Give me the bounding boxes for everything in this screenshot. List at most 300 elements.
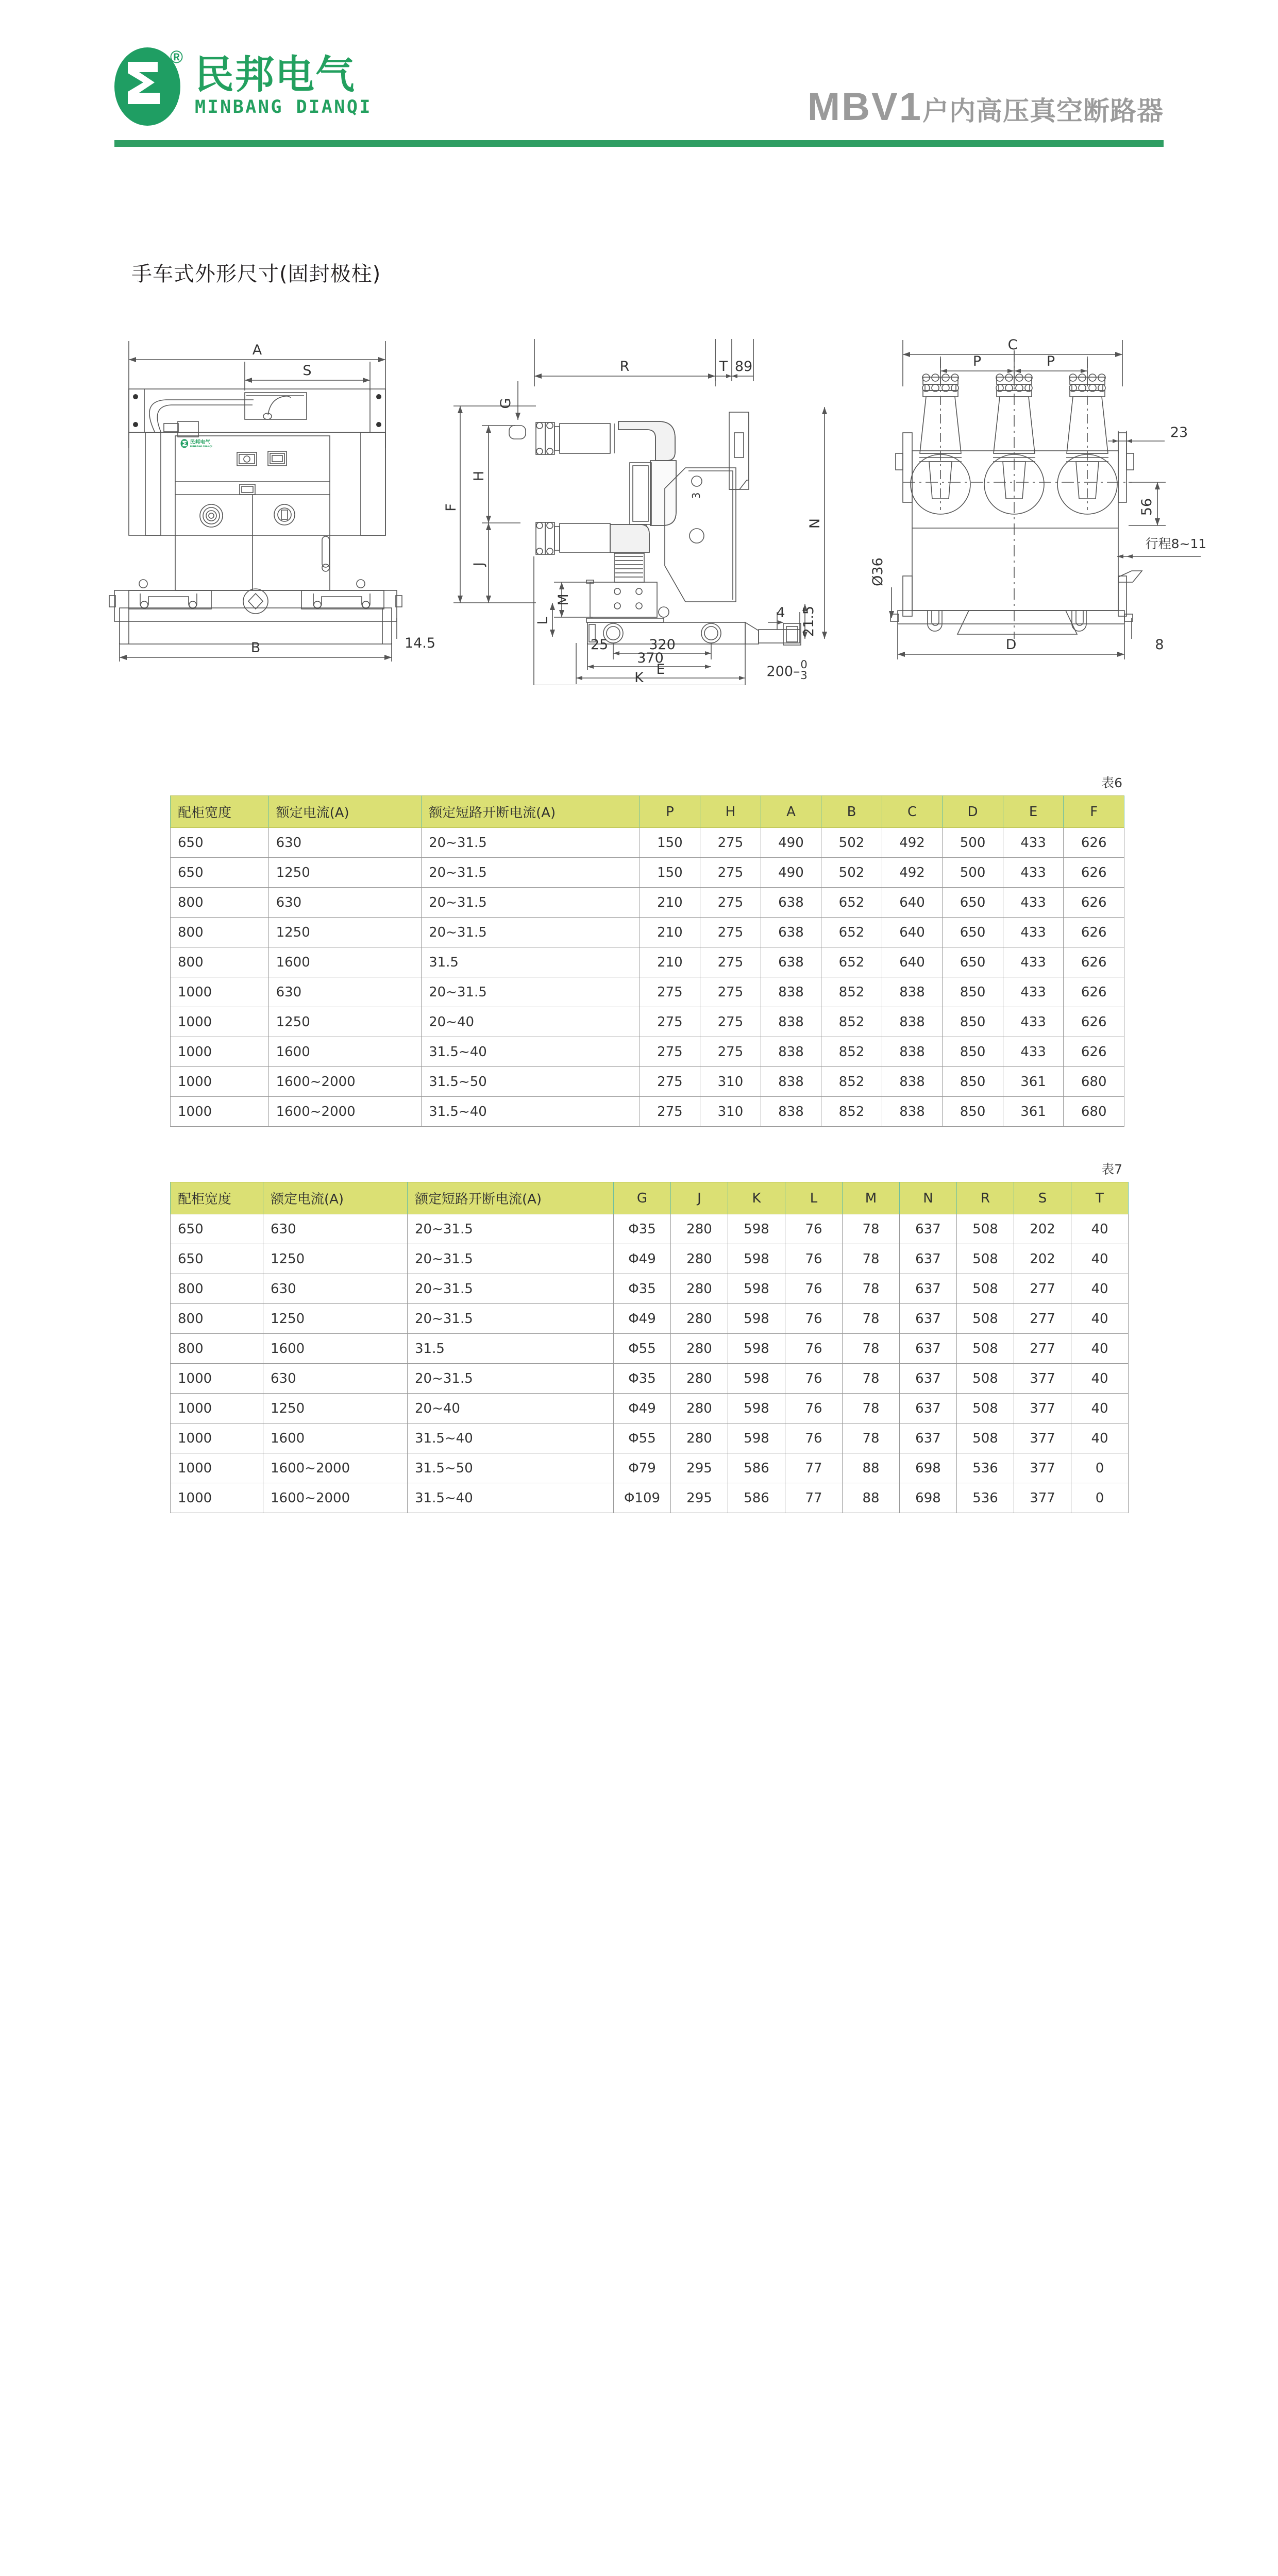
cell-r7-c2: 1250: [268, 1007, 421, 1037]
cell-r3-c8: 640: [882, 888, 943, 918]
cell-r8-c6: 598: [728, 1423, 785, 1453]
cell-r8-c7: 852: [821, 1037, 882, 1067]
cell-r3-c4: 210: [640, 888, 700, 918]
cell-r1-c12: 40: [1071, 1214, 1129, 1244]
svg-text:3: 3: [690, 492, 702, 499]
cell-r9-c9: 850: [943, 1067, 1003, 1097]
cell-r2-c1: 650: [171, 858, 269, 888]
column-header-9: D: [943, 796, 1003, 828]
product-description: 户内高压真空断路器: [922, 96, 1164, 127]
cell-r4-c10: 433: [1003, 918, 1064, 947]
cell-r4-c3: 20~31.5: [408, 1304, 614, 1334]
cell-r2-c8: 78: [843, 1244, 900, 1274]
svg-text:25: 25: [590, 637, 609, 653]
cell-r2-c9: 500: [943, 858, 1003, 888]
cell-r8-c9: 637: [900, 1423, 957, 1453]
cell-r4-c2: 1250: [268, 918, 421, 947]
cell-r1-c8: 492: [882, 828, 943, 858]
svg-text:Ø36: Ø36: [870, 557, 886, 586]
svg-text:200–: 200–: [766, 664, 800, 680]
cell-r2-c10: 433: [1003, 858, 1064, 888]
cell-r10-c3: 31.5~40: [422, 1097, 640, 1127]
table-row: [171, 947, 1124, 977]
cell-r7-c3: 20~40: [422, 1007, 640, 1037]
cell-r9-c4: Φ79: [614, 1453, 671, 1483]
cell-r7-c2: 1250: [263, 1394, 408, 1423]
cell-r8-c4: 275: [640, 1037, 700, 1067]
cell-r5-c7: 652: [821, 947, 882, 977]
cell-r2-c7: 502: [821, 858, 882, 888]
logo-english-name: MINBANG DIANQI: [195, 97, 373, 118]
cell-r7-c7: 76: [785, 1394, 843, 1423]
svg-text:民邦电气: 民邦电气: [190, 439, 211, 445]
cell-r8-c5: 280: [671, 1423, 728, 1453]
cell-r4-c8: 640: [882, 918, 943, 947]
dimensions-table-2: [170, 1182, 1129, 1513]
cell-r5-c10: 508: [957, 1334, 1014, 1364]
cell-r7-c11: 377: [1014, 1394, 1071, 1423]
table-row: [171, 1244, 1129, 1274]
svg-text:B: B: [250, 640, 261, 656]
svg-text:N: N: [807, 518, 823, 529]
cell-r9-c5: 295: [671, 1453, 728, 1483]
cell-r3-c8: 78: [843, 1274, 900, 1304]
cell-r5-c10: 433: [1003, 947, 1064, 977]
cell-r8-c1: 1000: [171, 1423, 263, 1453]
cell-r6-c6: 598: [728, 1364, 785, 1394]
cell-r3-c5: 280: [671, 1274, 728, 1304]
cell-r3-c3: 20~31.5: [408, 1274, 614, 1304]
cell-r4-c10: 508: [957, 1304, 1014, 1334]
column-header-4: G: [614, 1182, 671, 1214]
table-row: [171, 828, 1124, 858]
cell-r5-c5: 275: [700, 947, 761, 977]
cell-r10-c5: 310: [700, 1097, 761, 1127]
column-header-11: S: [1014, 1182, 1071, 1214]
cell-r5-c2: 1600: [263, 1334, 408, 1364]
cell-r3-c9: 637: [900, 1274, 957, 1304]
cell-r5-c1: 800: [171, 1334, 263, 1364]
cell-r9-c10: 361: [1003, 1067, 1064, 1097]
cell-r4-c9: 650: [943, 918, 1003, 947]
cell-r5-c4: Φ55: [614, 1334, 671, 1364]
svg-text:0: 0: [800, 658, 808, 671]
table-row: [171, 1097, 1124, 1127]
cell-r2-c2: 1250: [263, 1244, 408, 1274]
cell-r8-c10: 508: [957, 1423, 1014, 1453]
cell-r1-c1: 650: [171, 828, 269, 858]
cell-r5-c9: 650: [943, 947, 1003, 977]
cell-r9-c8: 88: [843, 1453, 900, 1483]
svg-text:R: R: [619, 359, 630, 375]
product-title: [808, 84, 1164, 129]
cell-r8-c1: 1000: [171, 1037, 269, 1067]
cell-r9-c1: 1000: [171, 1453, 263, 1483]
cell-r9-c10: 536: [957, 1453, 1014, 1483]
table-row: [171, 1304, 1129, 1334]
cell-r1-c5: 275: [700, 828, 761, 858]
cell-r6-c6: 838: [761, 977, 821, 1007]
logo-mark-icon: [114, 47, 183, 126]
cell-r4-c11: 277: [1014, 1304, 1071, 1334]
cell-r9-c12: 0: [1071, 1453, 1129, 1483]
cell-r2-c11: 626: [1064, 858, 1124, 888]
svg-text:P: P: [1046, 353, 1055, 369]
table-row: [171, 977, 1124, 1007]
table-row: [171, 918, 1124, 947]
cell-r1-c7: 76: [785, 1214, 843, 1244]
cell-r2-c8: 492: [882, 858, 943, 888]
page-footer: [0, 1693, 1278, 1807]
cell-r10-c2: 1600~2000: [268, 1097, 421, 1127]
column-header-9: N: [900, 1182, 957, 1214]
cell-r2-c10: 508: [957, 1244, 1014, 1274]
page-header: [0, 0, 1278, 155]
cell-r2-c6: 490: [761, 858, 821, 888]
cell-r10-c11: 377: [1014, 1483, 1071, 1513]
cell-r6-c9: 637: [900, 1364, 957, 1394]
cell-r10-c11: 680: [1064, 1097, 1124, 1127]
cell-r7-c9: 637: [900, 1394, 957, 1423]
cell-r7-c10: 508: [957, 1394, 1014, 1423]
cell-r8-c12: 40: [1071, 1423, 1129, 1453]
cell-r2-c3: 20~31.5: [422, 858, 640, 888]
cell-r4-c11: 626: [1064, 918, 1124, 947]
cell-r10-c6: 586: [728, 1483, 785, 1513]
cell-r3-c5: 275: [700, 888, 761, 918]
cell-r3-c10: 508: [957, 1274, 1014, 1304]
svg-text:H: H: [471, 470, 487, 482]
cell-r1-c8: 78: [843, 1214, 900, 1244]
cell-r6-c8: 78: [843, 1364, 900, 1394]
cell-r3-c2: 630: [263, 1274, 408, 1304]
cell-r4-c12: 40: [1071, 1304, 1129, 1334]
svg-text:M: M: [556, 594, 571, 606]
logo-wordmark: [195, 51, 373, 118]
svg-text:K: K: [634, 670, 644, 685]
column-header-11: F: [1064, 796, 1124, 828]
cell-r6-c7: 852: [821, 977, 882, 1007]
cell-r7-c3: 20~40: [408, 1394, 614, 1423]
cell-r5-c11: 626: [1064, 947, 1124, 977]
cell-r3-c6: 638: [761, 888, 821, 918]
cell-r5-c2: 1600: [268, 947, 421, 977]
column-header-2: 额定电流(A): [263, 1182, 408, 1214]
cell-r9-c7: 77: [785, 1453, 843, 1483]
cell-r3-c7: 652: [821, 888, 882, 918]
table1-body: [171, 828, 1124, 1127]
column-header-1: 配柜宽度: [171, 796, 269, 828]
cell-r6-c10: 508: [957, 1364, 1014, 1394]
column-header-5: H: [700, 796, 761, 828]
cell-r1-c11: 626: [1064, 828, 1124, 858]
cell-r4-c2: 1250: [263, 1304, 408, 1334]
cell-r1-c9: 500: [943, 828, 1003, 858]
cell-r4-c6: 598: [728, 1304, 785, 1334]
front-view: [109, 341, 435, 662]
cell-r5-c8: 78: [843, 1334, 900, 1364]
cell-r8-c11: 377: [1014, 1423, 1071, 1453]
table1-section: [170, 773, 1124, 1127]
column-header-3: 额定短路开断电流(A): [422, 796, 640, 828]
cell-r1-c6: 598: [728, 1214, 785, 1244]
cell-r4-c8: 78: [843, 1304, 900, 1334]
cell-r9-c5: 310: [700, 1067, 761, 1097]
table-row: [171, 1394, 1129, 1423]
cell-r2-c5: 280: [671, 1244, 728, 1274]
column-header-8: M: [843, 1182, 900, 1214]
table1-header-row: [171, 796, 1124, 828]
cell-r1-c2: 630: [268, 828, 421, 858]
svg-text:C: C: [1007, 337, 1018, 353]
cell-r8-c10: 433: [1003, 1037, 1064, 1067]
cell-r10-c5: 295: [671, 1483, 728, 1513]
cell-r10-c6: 838: [761, 1097, 821, 1127]
column-header-7: B: [821, 796, 882, 828]
cell-r8-c9: 850: [943, 1037, 1003, 1067]
cell-r8-c11: 626: [1064, 1037, 1124, 1067]
cell-r5-c1: 800: [171, 947, 269, 977]
cell-r3-c11: 626: [1064, 888, 1124, 918]
cell-r6-c4: 275: [640, 977, 700, 1007]
cell-r7-c6: 838: [761, 1007, 821, 1037]
svg-text:320: 320: [649, 637, 676, 653]
table2-header-row: [171, 1182, 1129, 1214]
cell-r8-c8: 838: [882, 1037, 943, 1067]
cell-r6-c1: 1000: [171, 1364, 263, 1394]
cell-r1-c3: 20~31.5: [422, 828, 640, 858]
svg-text:J: J: [471, 562, 487, 566]
column-header-7: L: [785, 1182, 843, 1214]
cell-r8-c3: 31.5~40: [422, 1037, 640, 1067]
cell-r10-c12: 0: [1071, 1483, 1129, 1513]
cell-r7-c7: 852: [821, 1007, 882, 1037]
cell-r6-c7: 76: [785, 1364, 843, 1394]
technical-drawings: [0, 330, 1278, 685]
cell-r3-c9: 650: [943, 888, 1003, 918]
cell-r9-c6: 838: [761, 1067, 821, 1097]
registered-trademark-icon: ®: [170, 47, 183, 67]
svg-text:21.5: 21.5: [801, 605, 817, 637]
cell-r8-c8: 78: [843, 1423, 900, 1453]
cell-r7-c8: 838: [882, 1007, 943, 1037]
cell-r5-c11: 277: [1014, 1334, 1071, 1364]
cell-r10-c4: 275: [640, 1097, 700, 1127]
logo-chinese-name: 民邦电气: [195, 51, 356, 97]
cell-r8-c5: 275: [700, 1037, 761, 1067]
column-header-6: K: [728, 1182, 785, 1214]
cell-r6-c11: 377: [1014, 1364, 1071, 1394]
cell-r3-c11: 277: [1014, 1274, 1071, 1304]
cell-r8-c2: 1600: [263, 1423, 408, 1453]
cell-r10-c2: 1600~2000: [263, 1483, 408, 1513]
cell-r1-c7: 502: [821, 828, 882, 858]
cell-r7-c8: 78: [843, 1394, 900, 1423]
cell-r3-c6: 598: [728, 1274, 785, 1304]
column-header-6: A: [761, 796, 821, 828]
cell-r2-c6: 598: [728, 1244, 785, 1274]
table-row: [171, 1423, 1129, 1453]
table2-body: [171, 1214, 1129, 1513]
cell-r3-c10: 433: [1003, 888, 1064, 918]
cell-r4-c5: 275: [700, 918, 761, 947]
cell-r6-c1: 1000: [171, 977, 269, 1007]
table1-caption: 表6: [1101, 775, 1122, 790]
cell-r3-c1: 800: [171, 1274, 263, 1304]
cell-r2-c5: 275: [700, 858, 761, 888]
cell-r6-c2: 630: [268, 977, 421, 1007]
cell-r7-c5: 275: [700, 1007, 761, 1037]
cell-r9-c1: 1000: [171, 1067, 269, 1097]
cell-r5-c12: 40: [1071, 1334, 1129, 1364]
column-header-12: T: [1071, 1182, 1129, 1214]
cell-r4-c1: 800: [171, 918, 269, 947]
cell-r10-c9: 850: [943, 1097, 1003, 1127]
cell-r8-c6: 838: [761, 1037, 821, 1067]
column-header-8: C: [882, 796, 943, 828]
cell-r6-c5: 280: [671, 1364, 728, 1394]
svg-text:89: 89: [734, 359, 753, 375]
cell-r8-c3: 31.5~40: [408, 1423, 614, 1453]
svg-text:3: 3: [800, 669, 808, 682]
product-model: MBV1: [807, 85, 922, 129]
cell-r4-c5: 280: [671, 1304, 728, 1334]
cell-r4-c6: 638: [761, 918, 821, 947]
cell-r7-c12: 40: [1071, 1394, 1129, 1423]
cell-r9-c3: 31.5~50: [422, 1067, 640, 1097]
svg-text:T: T: [719, 359, 728, 375]
cell-r6-c10: 433: [1003, 977, 1064, 1007]
cell-r5-c4: 210: [640, 947, 700, 977]
svg-text:D: D: [1005, 637, 1017, 653]
top-view: [870, 337, 1206, 659]
cell-r8-c7: 76: [785, 1423, 843, 1453]
cell-r10-c8: 838: [882, 1097, 943, 1127]
cell-r2-c11: 202: [1014, 1244, 1071, 1274]
column-header-10: R: [957, 1182, 1014, 1214]
cell-r3-c2: 630: [268, 888, 421, 918]
cell-r9-c6: 586: [728, 1453, 785, 1483]
company-logo: [114, 47, 372, 126]
column-header-4: P: [640, 796, 700, 828]
cell-r1-c11: 202: [1014, 1214, 1071, 1244]
svg-text:P: P: [972, 353, 982, 369]
table-row: [171, 1483, 1129, 1513]
table2-caption: 表7: [1101, 1162, 1122, 1177]
cell-r9-c11: 377: [1014, 1453, 1071, 1483]
cell-r9-c8: 838: [882, 1067, 943, 1097]
column-header-3: 额定短路开断电流(A): [408, 1182, 614, 1214]
cell-r1-c2: 630: [263, 1214, 408, 1244]
cell-r6-c5: 275: [700, 977, 761, 1007]
cell-r10-c1: 1000: [171, 1483, 263, 1513]
cell-r4-c1: 800: [171, 1304, 263, 1334]
cell-r10-c8: 88: [843, 1483, 900, 1513]
cell-r3-c12: 40: [1071, 1274, 1129, 1304]
cell-r1-c9: 637: [900, 1214, 957, 1244]
svg-text:4: 4: [776, 605, 785, 621]
cell-r1-c10: 508: [957, 1214, 1014, 1244]
cell-r10-c3: 31.5~40: [408, 1483, 614, 1513]
svg-text:G: G: [498, 398, 514, 409]
cell-r6-c12: 40: [1071, 1364, 1129, 1394]
cell-r3-c7: 76: [785, 1274, 843, 1304]
svg-text:S: S: [302, 363, 312, 379]
cell-r6-c8: 838: [882, 977, 943, 1007]
cell-r3-c1: 800: [171, 888, 269, 918]
table-row: [171, 1334, 1129, 1364]
svg-text:L: L: [535, 617, 551, 625]
column-header-1: 配柜宽度: [171, 1182, 263, 1214]
cell-r3-c4: Φ35: [614, 1274, 671, 1304]
cell-r1-c4: 150: [640, 828, 700, 858]
cell-r9-c3: 31.5~50: [408, 1453, 614, 1483]
cell-r10-c1: 1000: [171, 1097, 269, 1127]
cell-r7-c11: 626: [1064, 1007, 1124, 1037]
cell-r10-c4: Φ109: [614, 1483, 671, 1513]
cell-r2-c2: 1250: [268, 858, 421, 888]
cell-r7-c5: 280: [671, 1394, 728, 1423]
cell-r7-c1: 1000: [171, 1394, 263, 1423]
table-row: [171, 1067, 1124, 1097]
cell-r9-c4: 275: [640, 1067, 700, 1097]
cell-r6-c9: 850: [943, 977, 1003, 1007]
cell-r7-c4: Φ49: [614, 1394, 671, 1423]
column-header-2: 额定电流(A): [268, 796, 421, 828]
cell-r4-c7: 652: [821, 918, 882, 947]
cell-r5-c6: 638: [761, 947, 821, 977]
cell-r2-c4: 150: [640, 858, 700, 888]
table-row: [171, 1364, 1129, 1394]
svg-text:56: 56: [1139, 498, 1155, 516]
cell-r5-c3: 31.5: [422, 947, 640, 977]
cell-r6-c4: Φ35: [614, 1364, 671, 1394]
cell-r6-c11: 626: [1064, 977, 1124, 1007]
cell-r9-c9: 698: [900, 1453, 957, 1483]
table-row: [171, 1274, 1129, 1304]
cell-r1-c5: 280: [671, 1214, 728, 1244]
table-row: [171, 1037, 1124, 1067]
cell-r6-c3: 20~31.5: [422, 977, 640, 1007]
cell-r1-c4: Φ35: [614, 1214, 671, 1244]
svg-text:行程8~11: 行程8~11: [1145, 536, 1207, 551]
cell-r2-c3: 20~31.5: [408, 1244, 614, 1274]
cell-r9-c2: 1600~2000: [268, 1067, 421, 1097]
cell-r8-c2: 1600: [268, 1037, 421, 1067]
cell-r2-c7: 76: [785, 1244, 843, 1274]
cell-r4-c3: 20~31.5: [422, 918, 640, 947]
table-row: [171, 1214, 1129, 1244]
cell-r7-c6: 598: [728, 1394, 785, 1423]
cell-r10-c10: 536: [957, 1483, 1014, 1513]
svg-text:E: E: [656, 662, 665, 677]
cell-r1-c6: 490: [761, 828, 821, 858]
svg-text:A: A: [252, 342, 262, 358]
drawing-svg: [0, 330, 1278, 685]
page-title: 手车式外形尺寸(固封极柱): [131, 262, 381, 286]
cell-r9-c11: 680: [1064, 1067, 1124, 1097]
cell-r9-c7: 852: [821, 1067, 882, 1097]
cell-r2-c9: 637: [900, 1244, 957, 1274]
cell-r4-c4: 210: [640, 918, 700, 947]
cell-r6-c3: 20~31.5: [408, 1364, 614, 1394]
cell-r4-c7: 76: [785, 1304, 843, 1334]
cell-r3-c3: 20~31.5: [422, 888, 640, 918]
cell-r7-c1: 1000: [171, 1007, 269, 1037]
cell-r4-c9: 637: [900, 1304, 957, 1334]
cell-r1-c1: 650: [171, 1214, 263, 1244]
side-view: [443, 339, 827, 685]
